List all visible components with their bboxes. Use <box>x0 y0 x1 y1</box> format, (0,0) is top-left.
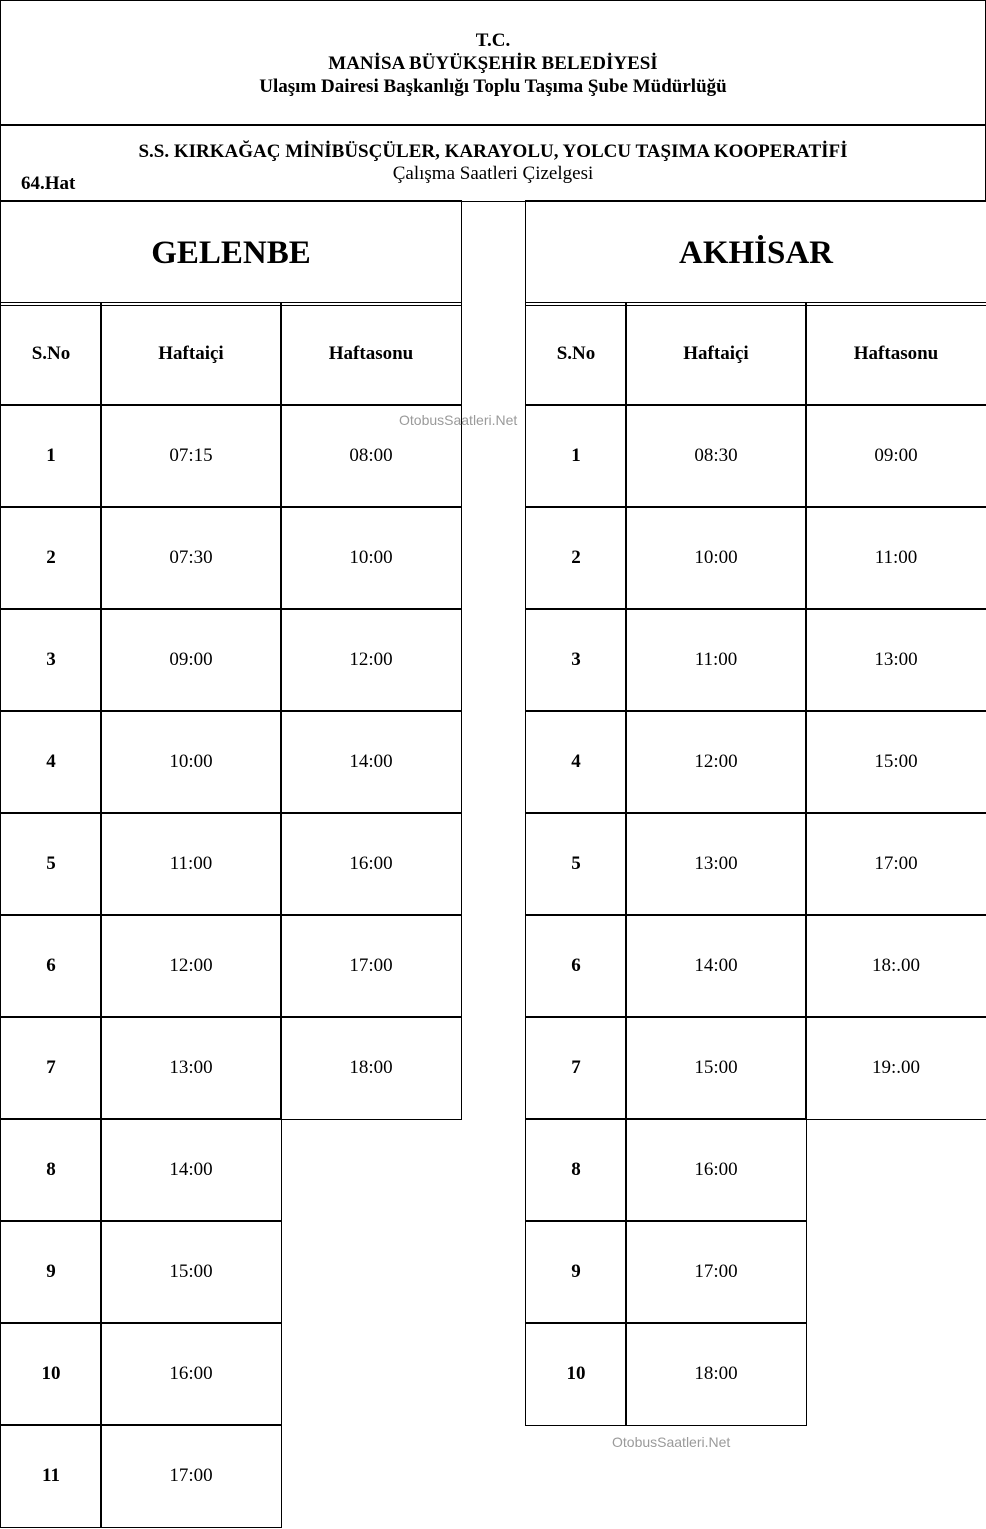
weekend-time: 09:00 <box>805 404 986 508</box>
weekend-time: 12:00 <box>280 608 462 712</box>
row-number: 1 <box>525 404 627 508</box>
column-header-weekend: Haftasonu <box>280 302 462 406</box>
line-number: 64.Hat <box>21 173 76 194</box>
header-line-department: Ulaşım Dairesi Başkanlığı Toplu Taşıma Şube Müdürlüğü <box>259 76 727 97</box>
weekday-time: 13:00 <box>100 1016 282 1120</box>
row-number: 1 <box>0 404 102 508</box>
column-header-weekday: Haftaiçi <box>100 302 282 406</box>
weekday-time: 11:00 <box>625 608 807 712</box>
row-number: 10 <box>0 1322 102 1426</box>
row-number: 10 <box>525 1322 627 1426</box>
weekday-time: 18:00 <box>625 1322 807 1426</box>
weekday-time: 15:00 <box>625 1016 807 1120</box>
header-line-municipality: MANİSA BÜYÜKŞEHİR BELEDİYESİ <box>328 53 658 74</box>
cooperative-name: S.S. KIRKAĞAÇ MİNİBÜSÇÜLER, KARAYOLU, YOLCU TAŞIMA KOOPERATİFİ <box>138 141 848 162</box>
row-number: 4 <box>525 710 627 814</box>
weekend-time: 13:00 <box>805 608 986 712</box>
row-number: 4 <box>0 710 102 814</box>
weekend-time: 08:00 <box>280 404 462 508</box>
weekday-time: 14:00 <box>100 1118 282 1222</box>
row-number: 3 <box>525 608 627 712</box>
column-header-sno: S.No <box>0 302 102 406</box>
row-number: 3 <box>0 608 102 712</box>
column-header-weekday: Haftaiçi <box>625 302 807 406</box>
table-title: AKHİSAR <box>525 200 986 306</box>
weekday-time: 11:00 <box>100 812 282 916</box>
weekend-time: 18:00 <box>280 1016 462 1120</box>
row-number: 5 <box>525 812 627 916</box>
row-number: 9 <box>525 1220 627 1324</box>
weekday-time: 13:00 <box>625 812 807 916</box>
weekend-time: 17:00 <box>805 812 986 916</box>
row-number: 9 <box>0 1220 102 1324</box>
weekday-time: 09:00 <box>100 608 282 712</box>
column-header-sno: S.No <box>525 302 627 406</box>
header-cooperative <box>0 124 986 202</box>
weekend-time: 11:00 <box>805 506 986 610</box>
row-number: 2 <box>0 506 102 610</box>
weekday-time: 14:00 <box>625 914 807 1018</box>
row-number: 11 <box>0 1424 102 1528</box>
weekday-time: 12:00 <box>100 914 282 1018</box>
watermark: OtobusSaatleri.Net <box>612 1434 731 1450</box>
row-number: 6 <box>0 914 102 1018</box>
header-line-tc: T.C. <box>475 30 511 51</box>
column-header-weekend: Haftasonu <box>805 302 986 406</box>
table-title: GELENBE <box>0 200 462 306</box>
weekend-time: 14:00 <box>280 710 462 814</box>
weekday-time: 16:00 <box>100 1322 282 1426</box>
weekend-time: 16:00 <box>280 812 462 916</box>
schedule-subtitle: Çalışma Saatleri Çizelgesi <box>392 163 594 184</box>
row-number: 7 <box>0 1016 102 1120</box>
row-number: 5 <box>0 812 102 916</box>
watermark: OtobusSaatleri.Net <box>399 412 518 428</box>
weekday-time: 15:00 <box>100 1220 282 1324</box>
row-number: 6 <box>525 914 627 1018</box>
weekday-time: 07:15 <box>100 404 282 508</box>
row-number: 8 <box>0 1118 102 1222</box>
weekend-time: 17:00 <box>280 914 462 1018</box>
weekend-time: 19:.00 <box>805 1016 986 1120</box>
weekend-time: 18:.00 <box>805 914 986 1018</box>
weekend-time: 10:00 <box>280 506 462 610</box>
weekday-time: 17:00 <box>100 1424 282 1528</box>
weekend-time: 15:00 <box>805 710 986 814</box>
header-authority <box>0 0 986 126</box>
row-number: 2 <box>525 506 627 610</box>
weekday-time: 16:00 <box>625 1118 807 1222</box>
row-number: 8 <box>525 1118 627 1222</box>
row-number: 7 <box>525 1016 627 1120</box>
weekday-time: 10:00 <box>100 710 282 814</box>
weekday-time: 08:30 <box>625 404 807 508</box>
weekday-time: 17:00 <box>625 1220 807 1324</box>
weekday-time: 07:30 <box>100 506 282 610</box>
weekday-time: 12:00 <box>625 710 807 814</box>
weekday-time: 10:00 <box>625 506 807 610</box>
